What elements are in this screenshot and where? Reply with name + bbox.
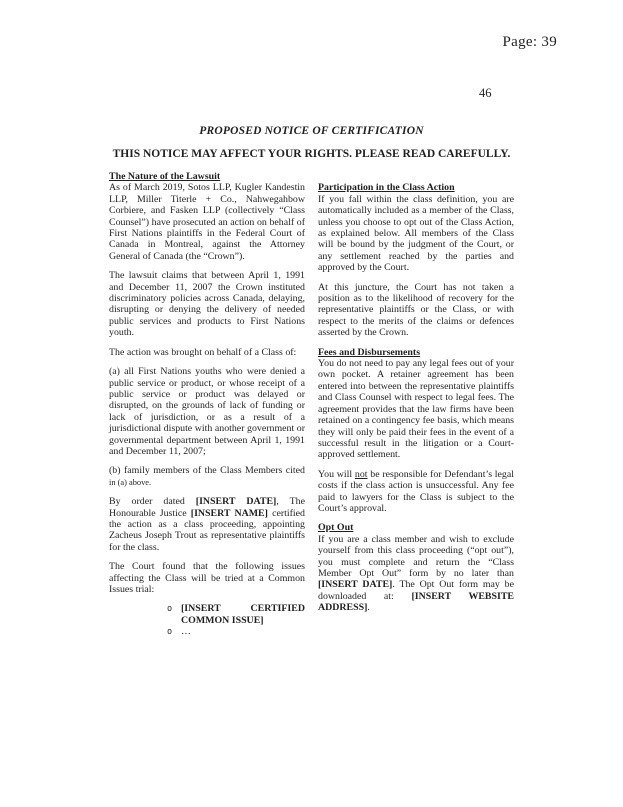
two-column-body — [109, 171, 514, 638]
circle-bullet-marker: o — [167, 626, 173, 637]
paragraph — [109, 465, 305, 488]
bold-text-run: [INSERT WEBSITE ADDRESS] — [318, 590, 514, 614]
underlined-text-run: not — [354, 468, 368, 480]
bullet-list-item — [109, 603, 305, 626]
paragraph — [109, 182, 305, 262]
paragraph — [318, 282, 514, 339]
text-run: As of March 2019, Sotos LLP, Kugler Kandestin LLP, Miller Titerle + Co., Nahwegahbow Corbiere, and Fasken LLP (collectively “Class Counsel”) have prosecuted an action on behalf of First Nations plaintiffs in the Federal Court of Canada in Montreal, against the Attorney General of Canada (the “Crown”). — [109, 182, 305, 262]
text-run: By order dated — [109, 496, 196, 508]
text-run: At this juncture, the Court has not taken a position as to the likelihood of recovery for the representative plaintiffs or the Class, or with respect to the merits of the claims or defences asserted by the Crown. — [318, 281, 514, 339]
paragraph — [318, 358, 514, 461]
circle-bullet-marker: o — [167, 603, 173, 614]
text-run: , The Honourable Justice — [109, 496, 305, 519]
paragraph — [109, 496, 305, 553]
text-run: be responsible for Defendant’s legal costs if the class action is unsuccessful. Any fee paid to lawyers for the Class is subject to the Court’s approval. — [318, 468, 514, 514]
text-run: If you fall within the class definition, you are automatically included as a member of the Class, unless you choose to opt out of the Class Action, as explained below. All members of the Class will be bound by the judgment of the Court, or any settlement reached by the parties and approved by the Court. — [318, 193, 514, 274]
doc-page-number: 46 — [479, 86, 492, 100]
left-column — [109, 171, 305, 638]
section-heading-fees-and-disbursements: Fees and Disbursements — [318, 346, 421, 358]
section-heading-participation-in-the-class-action: Participation in the Class Action — [318, 182, 455, 194]
text-run: The action was brought on behalf of a Class of: — [109, 346, 297, 358]
document-subtitle: THIS NOTICE MAY AFFECT YOUR RIGHTS. PLEASE READ CAREFULLY. — [112, 148, 511, 160]
text-run: (b) family members of the Class Members cited — [109, 465, 305, 477]
notice-document — [109, 124, 514, 638]
paragraph — [318, 194, 514, 274]
bold-text-run: [INSERT DATE] — [318, 579, 393, 591]
bold-text-run: [INSERT CERTIFIED COMMON ISSUE] — [181, 603, 305, 626]
bold-text-run: [INSERT NAME] — [190, 507, 268, 519]
paragraph — [109, 347, 305, 358]
viewer-page-label: Page: 39 — [502, 34, 557, 50]
bold-text-run: [INSERT DATE] — [195, 496, 277, 508]
text-run: certified the action as a class proceeding, appointing Zacheus Joseph Trout as representative plaintiffs for the class. — [109, 507, 305, 553]
text-run: . — [367, 602, 370, 614]
paragraph — [109, 270, 305, 338]
text-run: The Court found that the following issues affecting the Class will be tried at a Common Issues trial: — [109, 561, 305, 595]
text-run: The lawsuit claims that between April 1, 1991 and December 11, 2007 the Crown instituted discriminatory policies across Canada, delaying, disrupting or denying the delivery of needed public services and products to First Nations youth. — [109, 270, 305, 339]
section-heading-the-nature-of-the-lawsuit: The Nature of the Lawsuit — [109, 171, 221, 182]
bullet-item-text — [181, 603, 305, 625]
bullet-list — [109, 603, 305, 637]
section-heading-opt-out: Opt Out — [318, 522, 354, 534]
text-run: in (a) above. — [109, 477, 152, 487]
text-run: You do not need to pay any legal fees out of your own pocket. A retainer agreement has been entered into between the representative plaintiffs and Class Counsel with respect to legal fees. The agreement provides that the law firms have been retained on a contingency fee basis, which means they will only be paid their fees in the event of a successful result in the litigation or a Court-approved settlement. — [318, 358, 514, 461]
bullet-list-item — [109, 626, 305, 637]
text-run: (a) all First Nations youths who were denied a public service or product, or whose receipt of a public service or product was delayed or disrupted, on the grounds of lack of funding or lack of jurisdiction, or as a result of a jurisdictional dispute with another government or governmental department between April 1, 1991 and December 11, 2007; — [109, 366, 305, 457]
document-title: PROPOSED NOTICE OF CERTIFICATION — [199, 125, 424, 137]
right-column — [318, 171, 514, 638]
bullet-item-text — [181, 626, 191, 637]
text-run: You will — [318, 468, 355, 480]
text-run: . The Opt Out form may be downloaded at: — [318, 579, 514, 602]
paragraph — [109, 561, 305, 595]
text-run: … — [181, 626, 191, 638]
paragraph — [318, 534, 514, 614]
paragraph — [109, 366, 305, 457]
text-run: If you are a class member and wish to exclude yourself from this class proceeding (“opt out”), you must complete and return the “Class Member Opt Out” form by no later than — [318, 533, 514, 579]
paragraph — [318, 469, 514, 515]
